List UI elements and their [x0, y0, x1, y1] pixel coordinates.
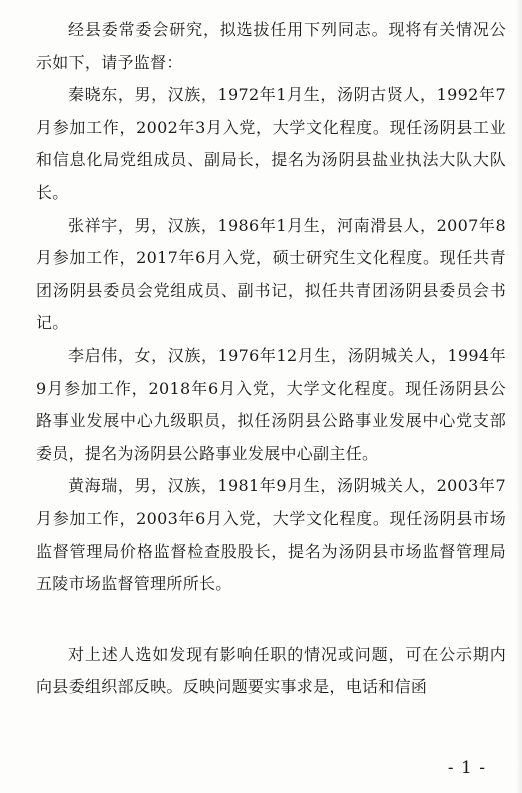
candidate-paragraph-huang: 黄海瑞，男，汉族，1981年9月生，汤阴城关人，2003年7月参加工作，2003年6月入党，大学文化程度。现任汤阴县市场监督管理局价格监督检查股股长，提名为汤阴县市场监督管理局五陵市场监督管理所所长。 — [36, 476, 506, 594]
page-edge-shadow — [516, 0, 522, 793]
candidate-paragraph-li: 李启伟，女，汉族，1976年12月生，汤阴城关人，1994年9月参加工作，2018年6月入党，大学文化程度。现任汤阴县公路事业发展中心九级职员，拟任汤阴县公路事业发展中心党支部委员，提名为汤阴县公路事业发展中心副主任。 — [36, 345, 506, 463]
candidate-paragraph-qin: 秦晓东，男，汉族，1972年1月生，汤阴古贤人，1992年7月参加工作，2002年3月入党，大学文化程度。现任汤阴县工业和信息化局党组成员、副局长，提名为汤阴县盐业执法大队大队长。 — [36, 85, 506, 202]
intro-paragraph: 经县委常委会研究，拟选拔任用下列同志。现将有关情况公示如下，请予监督： — [36, 20, 506, 72]
document-body — [36, 14, 506, 704]
feedback-paragraph: 对上述人选如发现有影响任职的情况或问题，可在公示期内向县委组织部反映。反映问题要实事求是，电话和信函 — [36, 644, 506, 697]
page-number: - 1 - — [447, 758, 486, 778]
candidate-paragraph-zhang: 张祥宇，男，汉族，1986年1月生，河南滑县人，2007年8月参加工作，2017年6月入党，硕士研究生文化程度。现任共青团汤阴县委员会党组成员、副书记，拟任共青团汤阴县委员会书记。 — [36, 215, 506, 333]
